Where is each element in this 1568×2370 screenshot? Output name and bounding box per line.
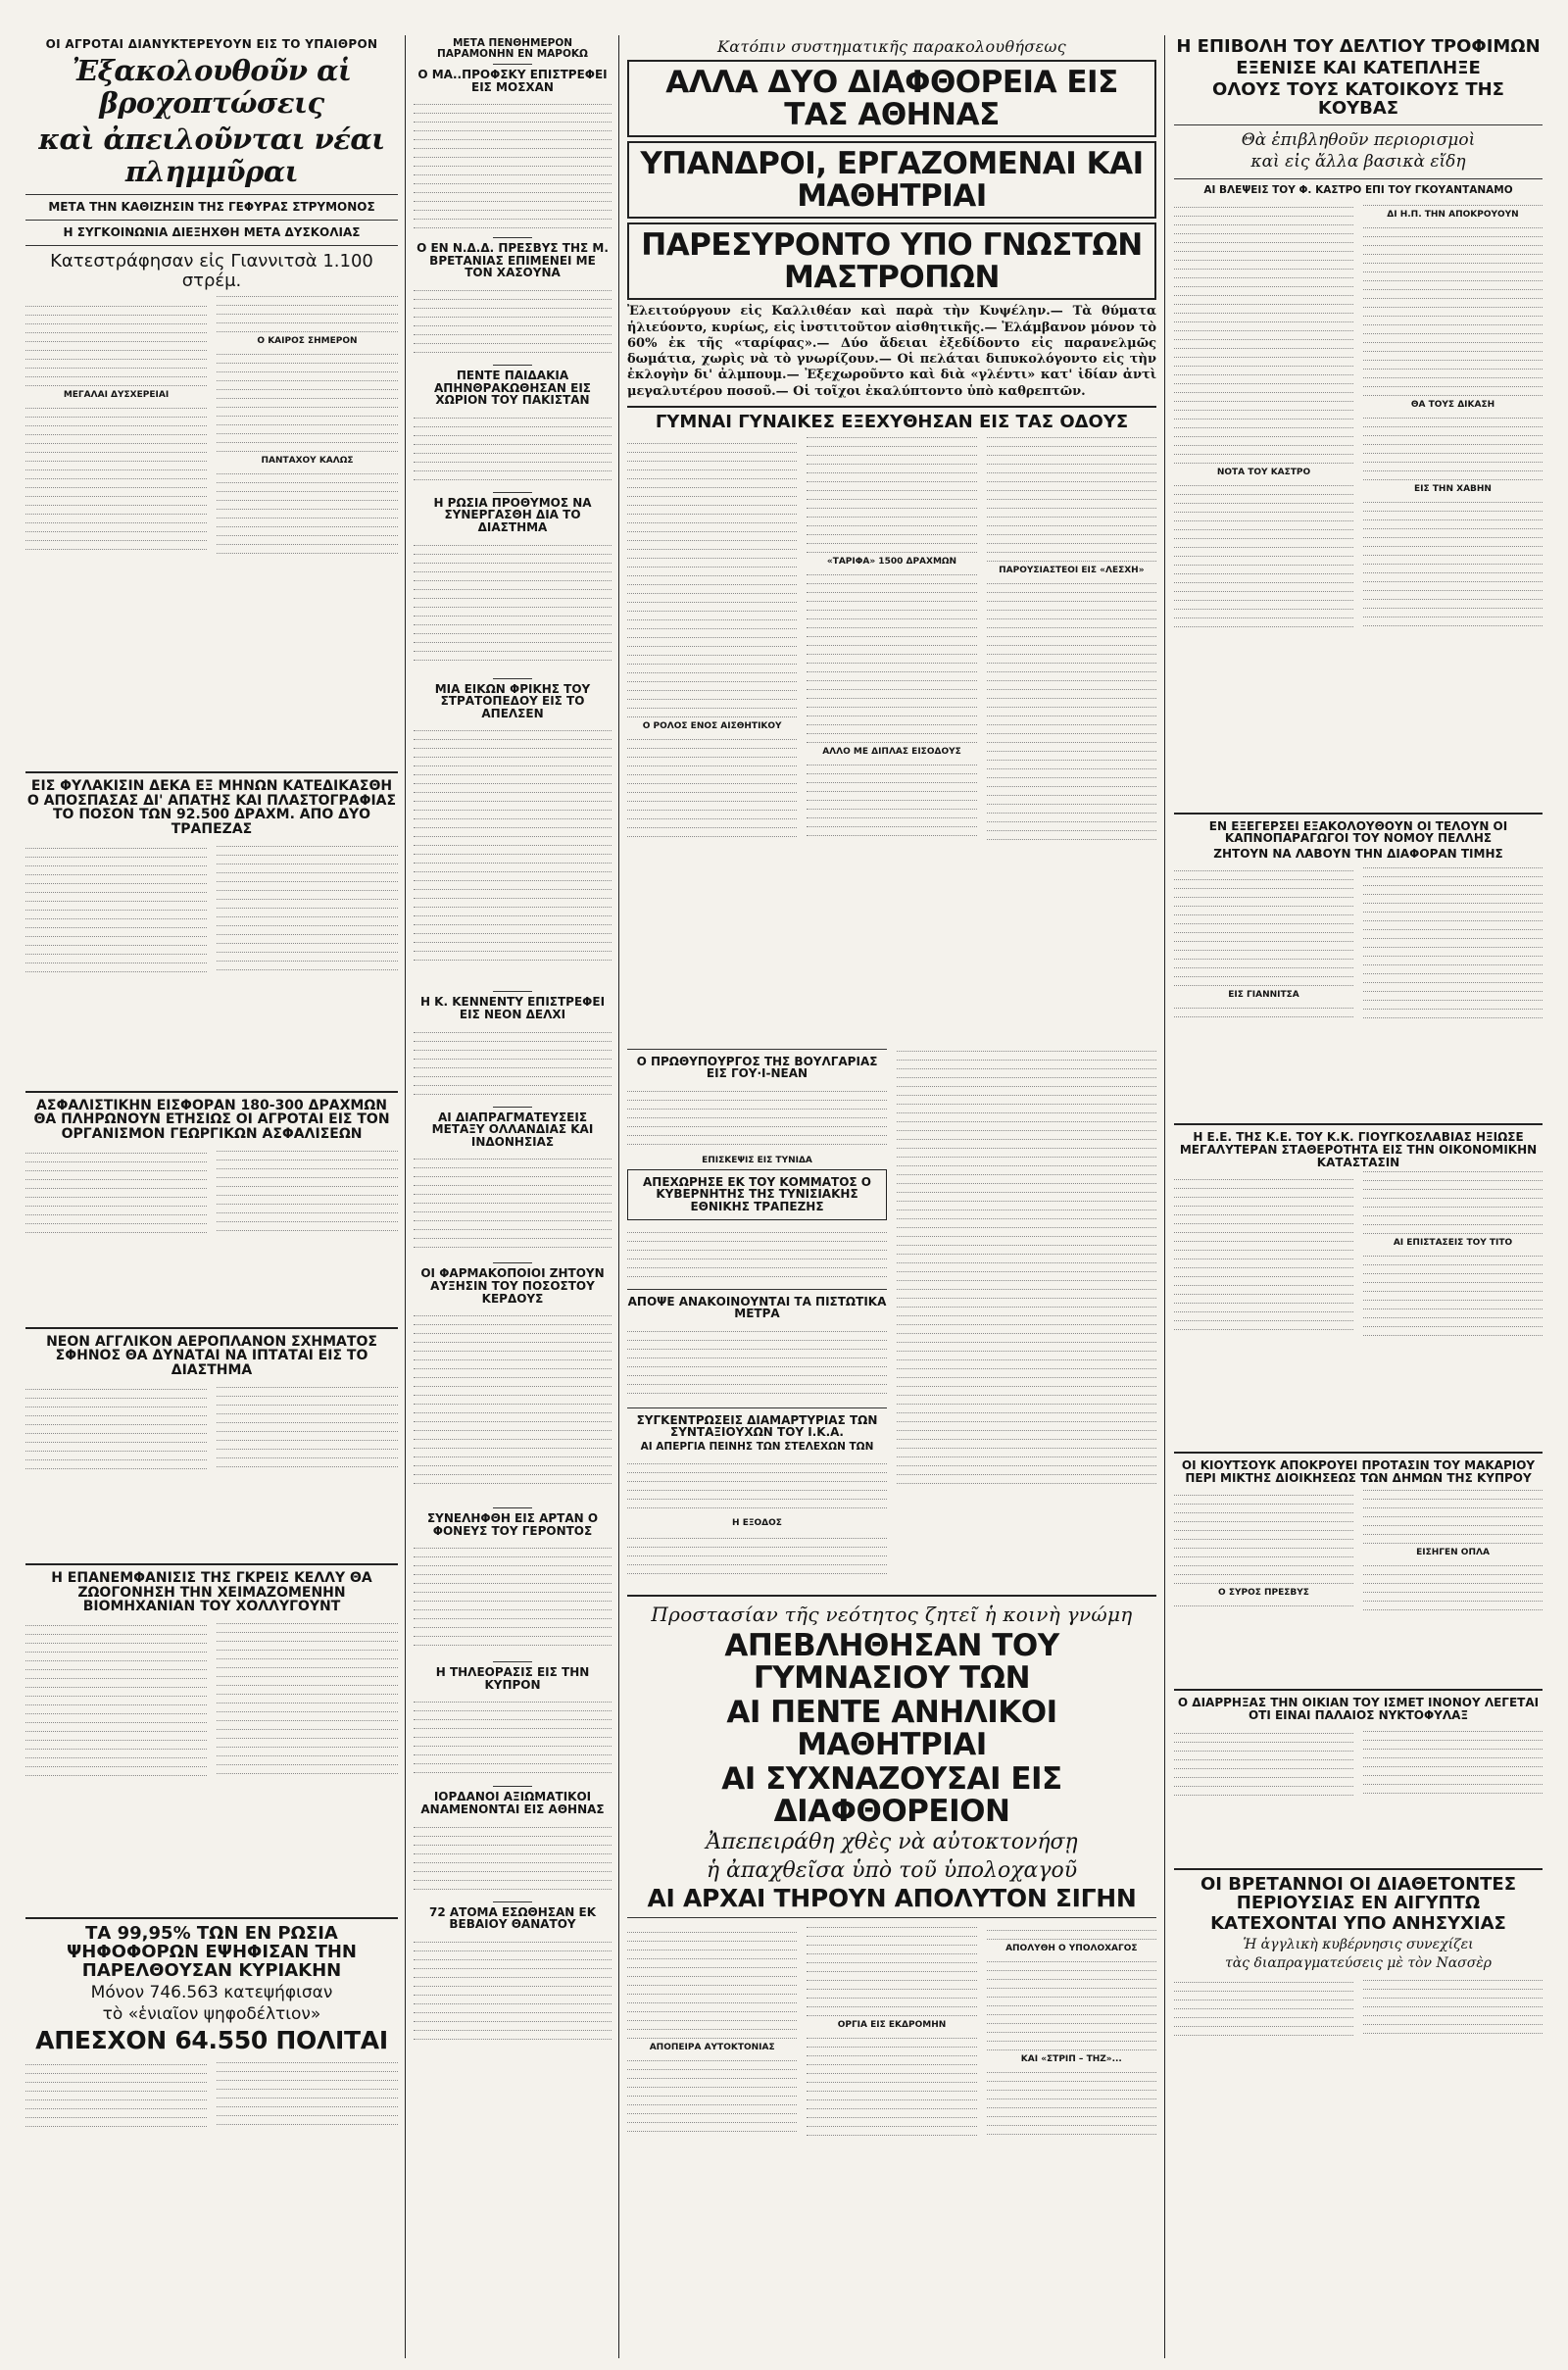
expelled-headline-3: ΑΙ ΣΥΧΝΑΖΟΥΣΑΙ ΕΙΣ ΔΙΑΦΘΟΡΕΙΟΝ (721, 1761, 1062, 1829)
kucuk-headline: ΟΙ ΚΙΟΥΤΣΟΥΚ ΑΠΟΚΡΟΥΕΙ ΠΡΟΤΑΣΙΝ ΤΟΥ ΜΑΚΑΡΙΟΥ ΠΕΡΙ ΜΙΚΤΗΣ ΔΙΟΙΚΗΣΕΩΣ ΤΩΝ ΔΗΜΩΝ ΤΗΣ ΚΥΠΡΟΥ (1181, 1458, 1536, 1485)
cuba-headline-2: ΕΞΕΝΙΣΕ ΚΑΙ ΚΑΤΕΠΛΗΞΕ (1236, 57, 1481, 78)
exodus-sidehead: Η ΕΞΟΔΟΣ (732, 1518, 782, 1529)
rain-sub-1: ΜΕΤΑ ΤΗΝ ΚΑΘΙΖΗΣΙΝ ΤΗΣ ΓΕΦΥΡΑΣ ΣΤΡΥΜΟΝΟΣ (48, 200, 375, 215)
arta-headline: ΣΥΝΕΛΗΦΘΗ ΕΙΣ ΑΡΤΑΝ Ο ΦΟΝΕΥΣ ΤΟΥ ΓΕΡΟΝΤΟΣ (426, 1511, 599, 1538)
brothel-lead: Ἐλειτούργουν εἰς Καλλιθέαν καὶ παρὰ τὴν Κυψέλην.— Τὰ θύματα ἡλιεύοντο, κυρίως, εἰς ἰνστιτοῦτον αἰσθητικῆς.— Ἐλάμβανον μόνον τὸ 60% ἐκ τῆς «ταρίφας».— Δύο ἄδειαι ἐξεδίδοντο εἰς παρανελμῶς δωμάτια, χωρὶς νὰ τὸ γνωρίζουν.— Οἱ πελάται διπυκολόγοντο εἰς τὴν ἐκλογὴν δι' ἀλμπουμ.— Ἐξεχωροῦντο καὶ διὰ «γλέντι» κατ' ἰδίαν ἀντὶ μεγαλυτέρου ποσοῦ.— Οἱ τοῖχοι ἐκαλύπτοντο ὑπὸ καθρεπτῶν. (627, 304, 1156, 399)
cuba-sidehead-4: ΕΙΣ ΤΗΝ ΧΑΒΗΝ (1414, 483, 1492, 494)
kucuk-article-body (1174, 1487, 1543, 1683)
cuba-sidehead-1: ΔΙ Η.Π. ΤΗΝ ΑΠΟΚΡΟΥΟΥΝ (1387, 209, 1519, 220)
negotiations-headline: ΑΙ ΔΙΑΠΡΑΓΜΑΤΕΥΣΕΙΣ ΜΕΤΑΞΥ ΟΛΛΑΝΔΙΑΣ ΚΑΙ ΙΝΔΟΝΗΣΙΑΣ (431, 1110, 594, 1149)
tobacco-sidehead: ΕΙΣ ΓΙΑΝΝΙΤΣΑ (1228, 990, 1299, 1001)
morocco-headline: Ο ΜΑ..ΠΡΟΦΣΚΥ ΕΠΙΣΤΡΕΦΕΙ ΕΙΣ ΜΟΣΧΑΝ (417, 68, 608, 94)
rescued-headline: 72 ΑΤΟΜΑ ΕΣΩΘΗΣΑΝ ΕΚ ΒΕΒΑΙΟΥ ΘΑΝΑΤΟΥ (429, 1904, 596, 1932)
brothel-headline-box-3 (627, 222, 1156, 300)
kucuk-sidehead-2: ΕΙΣΗΓΕΝ ΟΠΛΑ (1416, 1547, 1490, 1557)
jordan-headline: ΙΟΡΔΑΝΟΙ ΑΞΙΩΜΑΤΙΚΟΙ ΑΝΑΜΕΝΟΝΤΑΙ ΕΙΣ ΑΘΗΝΑΣ (420, 1790, 605, 1817)
cuba-headline-3: ΟΛΟΥΣ ΤΟΥΣ ΚΑΤΟΙΚΟΥΣ ΤΗΣ ΚΟΥΒΑΣ (1212, 78, 1504, 119)
egypt-sub-2: τὰς διαπραγματεύσεις μὲ τὸν Νασσὲρ (1224, 1955, 1493, 1972)
brothel-sidehead-1: ΑΛΛΟ ΜΕ ΔΙΠΛΑΣ ΕΙΣΟΔΟΥΣ (822, 747, 961, 758)
youth-kicker: Προστασίαν τῆς νεότητος ζητεῖ ἡ κοινὴ γνώμη (651, 1603, 1133, 1627)
russia-vote-sub-1: Μόνον 746.563 κατεψήφισαν (90, 1982, 333, 2002)
egypt-headline-1: ΟΙ ΒΡΕΤΑΝΝΟΙ ΟΙ ΔΙΑΘΕΤΟΝΤΕΣ ΠΕΡΙΟΥΣΙΑΣ ΕΝ ΑΙΓΥΠΤΩ (1200, 1873, 1516, 1913)
cuba-sub-2: καὶ εἰς ἄλλα βασικὰ εἴδη (1250, 152, 1466, 173)
tunis-sidehead: ΕΠΙΣΚΕΨΙΣ ΕΙΣ ΤΥΝΙΔΑ (702, 1155, 812, 1165)
column-divider (405, 35, 406, 2358)
pharmacists-headline: ΟΙ ΦΑΡΜΑΚΟΠΟΙΟΙ ΖΗΤΟΥΝ ΑΥΞΗΣΙΝ ΤΟΥ ΠΟΣΟΣΤΟΥ ΚΕΡΔΟΥΣ (420, 1266, 605, 1306)
expelled-headline-2: ΑΙ ΠΕΝΤΕ ΑΝΗΛΙΚΟΙ ΜΑΘΗΤΡΙΑΙ (726, 1695, 1057, 1762)
brothel-headline-box (627, 60, 1156, 137)
brothel-sidehead-2: Ο ΡΟΛΟΣ ΕΝΟΣ ΑΙΣΘΗΤΙΚΟΥ (642, 720, 782, 731)
strip-sidehead: ΚΑΙ «ΣΤΡΙΠ – ΤΗΖ»... (1020, 2054, 1122, 2065)
excursion-sidehead: ΟΡΓΙΑ ΕΙΣ ΕΚΔΡΟΜΗΝ (837, 2019, 947, 2030)
tobacco-headline-2: ΖΗΤΟΥΝ ΝΑ ΛΑΒΟΥΝ ΤΗΝ ΔΙΑΦΟΡΑΝ ΤΙΜΗΣ (1213, 846, 1503, 861)
inonu-article-body (1174, 1725, 1543, 1862)
yugoslavia-article-body (1174, 1171, 1543, 1446)
suicide-sub-1: Ἀπεπειράθη χθὲς νὰ αὐτοκτονήσῃ (706, 1830, 1078, 1855)
insurance-article-body (25, 1145, 398, 1321)
hunger-strike-headline: ΑΙ ΑΠΕΡΓΙΑ ΠΕΙΝΗΣ ΤΩΝ ΣΤΕΛΕΧΩΝ ΤΩΝ (640, 1441, 874, 1454)
camp-headline: ΜΙΑ ΕΙΚΩΝ ΦΡΙΚΗΣ ΤΟΥ ΣΤΡΑΤΟΠΕΔΟΥ ΕΙΣ ΤΟ ΑΠΕΛΣΕΝ (434, 681, 591, 720)
cuba-sidehead-2: ΝΟΤΑ ΤΟΥ ΚΑΣΤΡΟ (1216, 467, 1311, 477)
rain-headline-1: Ἐξακολουθοῦν αἱ βροχοπτώσεις (72, 54, 352, 121)
aircraft-headline: ΝΕΟΝ ΑΓΓΛΙΚΟΝ ΑΕΡΟΠΛΑΝΟΝ ΣΧΗΜΑΤΟΣ ΣΦΗΝΟΣ ΘΑ ΔΥΝΑΤΑΙ ΝΑ ΙΠΤΑΤΑΙ ΕΙΣ ΤΟ ΔΙΑΣΤΗΜΑ (46, 1333, 377, 1379)
insurance-headline: ΑΣΦΑΛΙΣΤΙΚΗΝ ΕΙΣΦΟΡΑΝ 180-300 ΔΡΑΧΜΩΝ ΘΑ ΠΛΗΡΩΝΟΥΝ ΕΤΗΣΙΩΣ ΟΙ ΑΓΡΟΤΑΙ ΕΙΣ ΤΟΝ ΟΡΓΑΝΙΣΜΟΝ ΓΕΩΡΓΙΚΩΝ ΑΣΦΑΛΙΣΕΩΝ (33, 1097, 390, 1143)
col3-middle-row (627, 1043, 1156, 1589)
lieutenant-sidehead: ΑΠΟΛΥΘΗ Ο ΥΠΟΛΟΧΑΓΟΣ (1005, 1944, 1138, 1954)
rain-headline-2: καὶ ἀπειλοῦνται νέαι πλημμῦραι (38, 122, 385, 189)
column-1 (20, 35, 404, 2358)
brothel-kicker: Κατόπιν συστηματικῆς παρακολουθήσεως (717, 37, 1066, 56)
russia-vote-headline-2: ΑΠΕΣΧΟΝ 64.550 ΠΟΛΙΤΑΙ (35, 2025, 388, 2054)
brothel-sidehead-4: ΠΑΡΟΥΣΙΑΣΤΕΟΙ ΕΙΣ «ΛΕΣΧΗ» (999, 565, 1145, 575)
newspaper-page (20, 35, 1548, 2358)
rain-sidehead-1: ΜΕΓΑΛΑΙ ΔΥΣΧΕΡΕΙΑΙ (63, 389, 170, 400)
brothel-article-body (627, 435, 1156, 1043)
rain-sub-3: Κατεστράφησαν εἰς Γιαννιτσὰ 1.100 στρέμ. (50, 250, 373, 292)
expelled-article-body (627, 1924, 1156, 2257)
silence-headline: ΑΙ ΑΡΧΑΙ ΤΗΡΟΥΝ ΑΠΟΛΥΤΟΝ ΣΙΓΗΝ (647, 1883, 1137, 1912)
rain-sidehead-2: Ο ΚΑΙΡΟΣ ΣΗΜΕΡΟΝ (257, 336, 358, 347)
col3-middle-left (627, 1043, 887, 1589)
morocco-kicker: ΜΕΤΑ ΠΕΝΘΗΜΕΡΟΝ ΠΑΡΑΜΟΝΗΝ ΕΝ ΜΑΡΟΚΩ (436, 37, 588, 61)
column-3 (621, 35, 1162, 2358)
rain-article-body (25, 295, 398, 765)
expelled-headline-1: ΑΠΕΒΛΗΘΗΣΑΝ ΤΟΥ ΓΥΜΝΑΣΙΟΥ ΤΩΝ (724, 1628, 1059, 1696)
egypt-article-body (1174, 1974, 1543, 2092)
pakistan-headline: ΠΕΝΤΕ ΠΑΙΔΑΚΙΑ ΑΠΗΝΘΡΑΚΩΘΗΣΑΝ ΕΙΣ ΧΩΡΙΟΝ ΤΟΥ ΠΑΚΙΣΤΑΝ (433, 369, 591, 408)
brothel-headline-2: ΥΠΑΝΔΡΟΙ, ΕΡΓΑΖΟΜΕΝΑΙ ΚΑΙ ΜΑΘΗΤΡΙΑΙ (640, 146, 1144, 214)
rain-kicker: ΟΙ ΑΓΡΟΤΑΙ ΔΙΑΝΥΚΤΕΡΕΥΟΥΝ ΕΙΣ ΤΟ ΥΠΑΙΘΡΟΝ (45, 37, 378, 51)
inonu-headline: Ο ΔΙΑΡΡΗΞΑΣ ΤΗΝ ΟΙΚΙΑΝ ΤΟΥ ΙΣΜΕΤ ΙΝΟΝΟΥ ΛΕΓΕΤΑΙ ΟΤΙ ΕΙΝΑΙ ΠΑΛΑΙΟΣ ΝΥΚΤΟΦΥΛΑΞ (1177, 1696, 1540, 1723)
rain-sidehead-3: ΠΑΝΤΑΧΟΥ ΚΑΛΩΣ (261, 456, 354, 467)
kennedy-headline: Η Κ. ΚΕΝΝΕΝΤΥ ΕΠΙΣΤΡΕΦΕΙ ΕΙΣ ΝΕΟΝ ΔΕΛΧΙ (419, 995, 606, 1021)
russia-vote-headline: ΤΑ 99,95% ΤΩΝ ΕΝ ΡΩΣΙΑ ΨΗΦΟΦΟΡΩΝ ΕΨΗΦΙΣΑΝ ΤΗΝ ΠΑΡΕΛΘΟΥΣΑΝ ΚΥΡΙΑΚΗΝ (66, 1922, 357, 1981)
cuba-sidehead-3: ΘΑ ΤΟΥΣ ΔΙΚΑΣΗ (1410, 399, 1495, 410)
russia-vote-sub-2: τὸ «ἑνιαῖον ψηφοδέλτιον» (102, 2004, 321, 2025)
fraud-article-body (25, 840, 398, 1085)
aircraft-article-body (25, 1381, 398, 1557)
russia-vote-article-body (25, 2056, 398, 2194)
tunisia-bank-headline: ΑΠΕΧΩΡΗΣΕ ΕΚ ΤΟΥ ΚΟΜΜΑΤΟΣ Ο ΚΥΒΕΡΝΗΤΗΣ ΤΗΣ ΤΥΝΙΣΙΑΚΗΣ ΕΘΝΙΚΗΣ ΤΡΑΠΕΖΗΣ (643, 1174, 871, 1214)
brothel-headline-1: ΑΛΛΑ ΔΥΟ ΔΙΑΦΘΟΡΕΙΑ ΕΙΣ ΤΑΣ ΑΘΗΝΑΣ (665, 65, 1118, 132)
bulgaria-headline: Ο ΠΡΩΘΥΠΟΥΡΓΟΣ ΤΗΣ ΒΟΥΛΓΑΡΙΑΣ ΕΙΣ ΓΟΥ·Ι-ΝΕΑΝ (636, 1054, 878, 1081)
brothel-headline-box-2 (627, 141, 1156, 219)
naked-women-headline: ΓΥΜΝΑΙ ΓΥΝΑΙΚΕΣ ΕΞΕΧΥΘΗΣΑΝ ΕΙΣ ΤΑΣ ΟΔΟΥΣ (655, 411, 1129, 432)
column-divider (618, 35, 619, 2358)
egypt-headline-2: ΚΑΤΕΧΟΝΤΑΙ ΥΠΟ ΑΝΗΣΥΧΙΑΣ (1210, 1913, 1506, 1935)
pensioners-headline: ΣΥΓΚΕΝΤΡΩΣΕΙΣ ΔΙΑΜΑΡΤΥΡΙΑΣ ΤΩΝ ΣΥΝΤΑΞΙΟΥΧΩΝ ΤΟΥ Ι.Κ.Α. (636, 1412, 878, 1440)
brothel-sidehead-3: «ΤΑΡΙΦΑ» 1500 ΔΡΑΧΜΩΝ (826, 557, 957, 568)
tobacco-article-body (1174, 863, 1543, 1117)
cyprus-tv-headline: Η ΤΗΛΕΟΡΑΣΙΣ ΕΙΣ ΤΗΝ ΚΥΠΡΟΝ (435, 1665, 590, 1692)
cuba-article-body (1174, 199, 1543, 807)
suicide-sidehead: ΑΠΟΠΕΙΡΑ ΑΥΤΟΚΤΟΝΙΑΣ (649, 2043, 775, 2053)
brothel-headline-3: ΠΑΡΕΣΥΡΟΝΤΟ ΥΠΟ ΓΝΩΣΤΩΝ ΜΑΣΤΡΟΠΩΝ (641, 227, 1143, 295)
yugoslavia-sidehead: ΑΙ ΕΠΙΣΤΑΣΕΙΣ ΤΟΥ ΤΙΤΟ (1393, 1238, 1513, 1249)
cuba-headline-1: Η ΕΠΙΒΟΛΗ ΤΟΥ ΔΕΛΤΙΟΥ ΤΡΟΦΙΜΩΝ (1176, 36, 1541, 57)
tobacco-headline: ΕΝ ΕΞΕΓΕΡΣΕΙ ΕΞΑΚΟΛΟΥΘΟΥΝ ΟΙ ΤΕΛΟΥΝ ΟΙ ΚΑΠΝΟΠΑΡΑΓΩΓΟΙ ΤΟΥ ΝΟΜΟΥ ΠΕΛΛΗΣ (1208, 818, 1508, 846)
grace-kelly-headline: Η ΕΠΑΝΕΜΦΑΝΙΣΙΣ ΤΗΣ ΓΚΡΕΙΣ ΚΕΛΛΥ ΘΑ ΖΩΟΓΟΝΗΣΗ ΤΗΝ ΧΕΙΜΑΖΟΜΕΝΗΝ ΒΙΟΜΗΧΑΝΙΑΝ ΤΟΥ ΧΟΛΛΥΓΟΥΝΤ (51, 1569, 372, 1615)
suicide-sub-2: ἡ ἀπαχθεῖσα ὑπὸ τοῦ ὑπολοχαγοῦ (706, 1857, 1078, 1883)
ambassador-headline: Ο ΕΝ Ν.Δ.Δ. ΠΡΕΣΒΥΣ ΤΗΣ Μ. ΒΡΕΤΑΝΙΑΣ ΕΠΙΜΕΝΕΙ ΜΕ ΤΟΝ ΧΑΣΟΥΝΑ (416, 241, 609, 280)
yugoslavia-headline: Η Ε.Ε. ΤΗΣ Κ.Ε. ΤΟΥ Κ.Κ. ΓΙΟΥΓΚΟΣΛΑΒΙΑΣ ΗΞΙΩΣΕ ΜΕΓΑΛΥΤΕΡΑΝ ΣΤΑΘΕΡΟΤΗΤΑ ΕΙΣ ΤΗΝ ΟΙΚΟΝΟΜΙΚΗΝ ΚΑΤΑΣΤΑΣΙΝ (1179, 1130, 1538, 1169)
column-divider (1164, 35, 1165, 2358)
credit-measures-headline: ΑΠΟΨΕ ΑΝΑΚΟΙΝΟΥΝΤΑΙ ΤΑ ΠΙΣΤΩΤΙΚΑ ΜΕΤΡΑ (627, 1294, 887, 1321)
russia-space-headline: Η ΡΩΣΙΑ ΠΡΟΘΥΜΟΣ ΝΑ ΣΥΝΕΡΓΑΣΘΗ ΔΙΑ ΤΟ ΔΙΑΣΤΗΜΑ (433, 495, 592, 534)
column-4 (1168, 35, 1548, 2358)
col3-middle-right (897, 1043, 1156, 1589)
grace-kelly-article-body (25, 1617, 398, 1911)
rain-sub-2: Η ΣΥΓΚΟΙΝΩΝΙΑ ΔΙΕΞΗΧΘΗ ΜΕΤΑ ΔΥΣΚΟΛΙΑΣ (63, 224, 361, 239)
castro-sub: ΑΙ ΒΛΕΨΕΙΣ ΤΟΥ Φ. ΚΑΣΤΡΟ ΕΠΙ ΤΟΥ ΓΚΟΥΑΝΤΑΝΑΜΟ (1203, 183, 1513, 196)
kucuk-sidehead-1: Ο ΣΥΡΟΣ ΠΡΕΣΒΥΣ (1218, 1588, 1309, 1599)
cuba-sub-1: Θὰ ἐπιβληθοῦν περιορισμοὶ (1241, 129, 1476, 150)
egypt-sub-1: Ἡ ἀγγλικὴ κυβέρνησις συνεχίζει (1243, 1937, 1474, 1953)
column-2 (408, 35, 617, 2358)
fraud-headline: ΕΙΣ ΦΥΛΑΚΙΣΙΝ ΔΕΚΑ ΕΞ ΜΗΝΩΝ ΚΑΤΕΔΙΚΑΣΘΗ Ο ΑΠΟΣΠΑΣΑΣ ΔΙ' ΑΠΑΤΗΣ ΚΑΙ ΠΛΑΣΤΟΓΡΑΦΙΑΣ ΤΟ ΠΟΣΟΝ ΤΩΝ 92.500 ΔΡΑΧΜ. ΑΠΟ ΔΥΟ ΤΡΑΠΕΖΑΣ (26, 777, 397, 837)
